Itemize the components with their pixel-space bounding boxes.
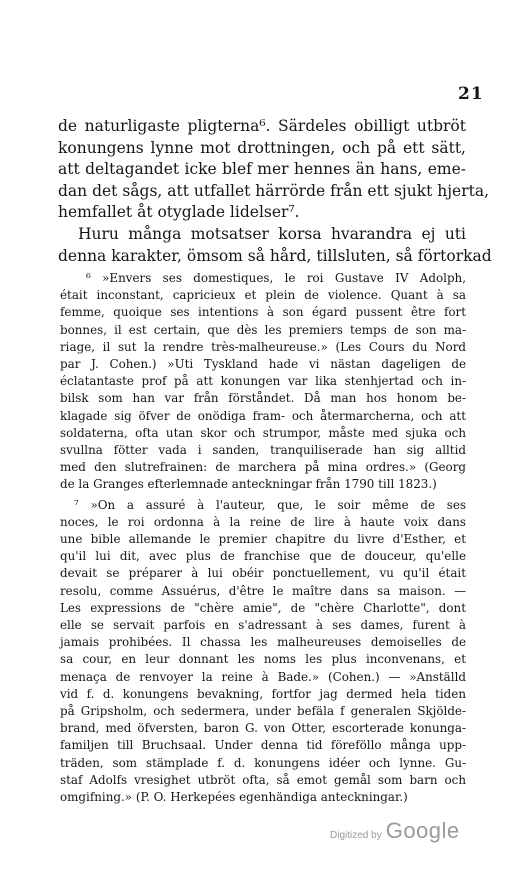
footnote-line: med den slutrefrainen: de marchera på mina ordres.» (Georg bbox=[60, 460, 466, 475]
footnote-line: elle se servait parfois en s'adressant à ses dames, furent à bbox=[60, 618, 466, 633]
footnote-line: svullna fötter vada i sanden, tranquiliserade han sig alltid bbox=[60, 443, 466, 458]
footnote-6 bbox=[60, 270, 466, 494]
footnote-line: resolu, comme Assuérus, d'être le maître dans sa maison. — bbox=[60, 583, 466, 598]
text-line: konungens lynne mot drottningen, och på ett sätt, bbox=[58, 138, 466, 157]
footnote-line: bilsk som han var från förståndet. Då man hos honom be- bbox=[60, 391, 466, 406]
footnote-line: omgifning.» (P. O. Herkepées egenhändiga anteckningar.) bbox=[60, 790, 408, 805]
footnotes bbox=[60, 270, 466, 806]
footnote-line: devait se préparer à lui obéir ponctuellement, vu qu'il était bbox=[60, 566, 466, 581]
footnote-line: éclatantaste prof på att konungen var lika stenhjertad och in- bbox=[60, 374, 466, 389]
footnote-line: par J. Cohen.) »Uti Tyskland hade vi nästan dageligen de bbox=[60, 357, 466, 372]
footnote-line: soldaterna, ofta utan skor och strumpor, måste med sjuka och bbox=[60, 425, 466, 440]
footnote-line: staf Adolfs vresighet utbröt ofta, så emot gemål som barn och bbox=[60, 772, 466, 787]
footnote-line: noces, le roi ordonna à la reine de lire à haute voix dans bbox=[60, 514, 466, 529]
google-watermark bbox=[330, 818, 460, 844]
page-number: 21 bbox=[458, 84, 484, 104]
main-text bbox=[58, 116, 492, 267]
footnote-line: ⁷ »On a assuré à l'auteur, que, le soir même de ses bbox=[74, 497, 466, 512]
text-line: de naturligaste pligterna⁶. Särdeles obilligt utbröt bbox=[58, 117, 466, 135]
footnote-line: vid f. d. konungens bevakning, fortfor jag dermed hela tiden bbox=[60, 686, 466, 701]
footnote-line: brand, med öfversten, baron G. von Otter, escorterade konunga- bbox=[60, 721, 466, 736]
google-logo: Google bbox=[385, 818, 460, 843]
footnote-line: riage, il sut la rendre très-malheureuse.» (Les Cours du Nord bbox=[60, 339, 466, 354]
text-line: hemfallet åt otyglade lidelser⁷. bbox=[58, 203, 300, 222]
footnote-line: ⁶ »Envers ses domestiques, le roi Gustave IV Adolph, bbox=[86, 271, 466, 285]
footnote-line: familjen till Bruchsaal. Under denna tid föreföllo många upp- bbox=[60, 738, 466, 753]
footnote-line: qu'il lui dit, avec plus de franchise que de douceur, qu'elle bbox=[60, 549, 466, 564]
footnote-line: jamais prohibées. Il chassa les malheureuses demoiselles de bbox=[60, 635, 466, 650]
footnote-line: träden, som stämplade f. d. konungens idéer och lynne. Gu- bbox=[60, 755, 466, 770]
footnote-line: était inconstant, capricieux et plein de violence. Quant à sa bbox=[60, 288, 466, 303]
text-line: dan det sågs, att utfallet härrörde från ett sjukt hjerta, bbox=[58, 181, 490, 200]
footnote-7 bbox=[60, 497, 466, 807]
footnote-line: sa cour, en leur donnant les noms les plus inconvenans, et bbox=[60, 652, 466, 667]
footnote-line: de la Granges efterlemnade anteckningar från 1790 till 1823.) bbox=[60, 477, 437, 492]
footnote-line: menaça de renvoyer la reine à Bade.» (Cohen.) — »Anställd bbox=[60, 669, 466, 684]
footnote-line: klagade sig öfver de onödiga fram- och återmarcherna, och att bbox=[60, 408, 466, 423]
footnote-line: Les expressions de "chère amie", de "chère Charlotte", dont bbox=[60, 600, 466, 615]
text-line: denna karakter, ömsom så hård, tillsluten, så förtorkad bbox=[58, 246, 492, 265]
text-line: att deltagandet icke blef mer hennes än hans, eme- bbox=[58, 160, 466, 179]
watermark-prefix: Digitized by bbox=[330, 830, 382, 841]
footnote-line: på Gripsholm, och sedermera, under befäla f generalen Skjölde- bbox=[60, 704, 466, 719]
footnote-line: bonnes, il est certain, que dès les premiers temps de son ma- bbox=[60, 322, 466, 337]
footnote-line: une bible allemande le premier chapitre du livre d'Esther, et bbox=[60, 532, 466, 547]
footnote-line: femme, quoique ses intentions à son égard pussent être fort bbox=[60, 305, 466, 320]
text-line: Huru många motsatser korsa hvarandra ej uti bbox=[78, 224, 466, 243]
